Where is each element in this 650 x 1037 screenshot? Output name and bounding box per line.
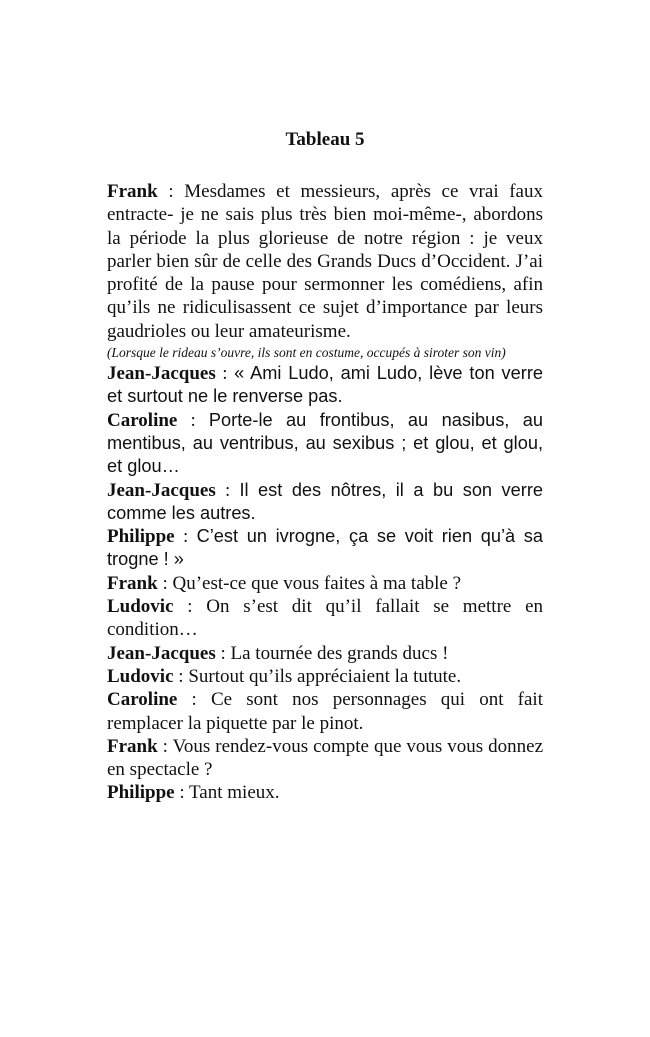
speaker-separator: : <box>177 689 211 711</box>
speaker-separator: : <box>173 596 207 618</box>
speaker-separator: : <box>157 735 173 757</box>
dialogue-text: Mesdames et messieurs, après ce vrai faux entracte- je ne sais plus très bien moi-même-, abordons la période la plus glorieuse de notre région : je veux parler bien sûr de celle des Grands Ducs d’Occident. J’ai profité de la pause pour sermonner les comédiens, afin qu’ils ne ridiculisassent ce sujet d’importance par leurs gaudrioles ou leur amateurisme. <box>107 181 543 342</box>
speaker-separator: : <box>174 782 190 804</box>
dialogue-line <box>107 479 543 526</box>
dialogue-text: Surtout qu’ils appréciaient la tutute. <box>188 665 462 687</box>
speaker-name: Caroline <box>107 409 178 431</box>
speaker-separator: : <box>215 363 235 385</box>
speaker-name: Frank <box>107 572 158 594</box>
speaker-separator: : <box>174 526 197 548</box>
dialogue-line <box>107 362 543 409</box>
dialogue-line <box>107 572 543 595</box>
document-page <box>107 128 543 805</box>
speaker-separator: : <box>157 572 173 594</box>
speaker-separator: : <box>215 479 240 501</box>
dialogue-text: Tant mieux. <box>189 782 280 804</box>
dialogue-line <box>107 595 543 642</box>
speaker-separator: : <box>177 409 209 431</box>
speaker-name: Frank <box>107 735 158 757</box>
speaker-separator: : <box>173 665 189 687</box>
dialogue-text: C’est un ivrogne, ça se voit rien qu’à sa trogne ! » <box>107 526 543 570</box>
speaker-name: Jean-Jacques <box>107 642 216 664</box>
dialogue-text: Qu’est-ce que vous faites à ma table ? <box>172 572 462 594</box>
dialogue-text: « Ami Ludo, ami Ludo, lève ton verre et surtout ne le renverse pas. <box>107 363 543 407</box>
dialogue-text: On s’est dit qu’il fallait se mettre en condition… <box>107 596 543 641</box>
speaker-name: Frank <box>107 181 158 202</box>
speaker-name: Ludovic <box>107 665 174 687</box>
dialogue-line <box>107 688 543 735</box>
dialogue-text: Vous rendez-vous compte que vous vous donnez en spectacle ? <box>107 735 544 781</box>
speaker-separator: : <box>157 181 185 202</box>
dialogue-text: Ce sont nos personnages qui ont fait remplacer la piquette par le pinot. <box>107 689 543 734</box>
dialogue-text: Il est des nôtres, il a bu son verre comme les autres. <box>107 479 543 523</box>
dialogue-line <box>107 642 543 665</box>
dialogue-text: La tournée des grands ducs ! <box>230 642 449 664</box>
speaker-name: Ludovic <box>107 596 174 618</box>
stage-direction: (Lorsque le rideau s’ouvre, ils sont en costume, occupés à siroter son vin) <box>107 345 506 361</box>
speaker-name: Philippe <box>107 526 175 548</box>
dialogue-text: Porte-le au frontibus, au nasibus, au mentibus, au ventribus, au sexibus ; et glou, et glou, et glou… <box>107 409 543 477</box>
dialogue-line <box>107 735 543 782</box>
dialogue-line <box>107 525 543 572</box>
dialogue-line <box>107 180 543 343</box>
speaker-name: Philippe <box>107 782 175 804</box>
speaker-name: Jean-Jacques <box>107 363 216 385</box>
speaker-name: Jean-Jacques <box>107 479 216 501</box>
speaker-separator: : <box>215 642 231 664</box>
dialogue-line <box>107 409 543 479</box>
dialogue-line <box>107 781 543 804</box>
scene-title: Tableau 5 <box>285 129 365 150</box>
speaker-name: Caroline <box>107 689 178 711</box>
dialogue-line <box>107 665 543 688</box>
